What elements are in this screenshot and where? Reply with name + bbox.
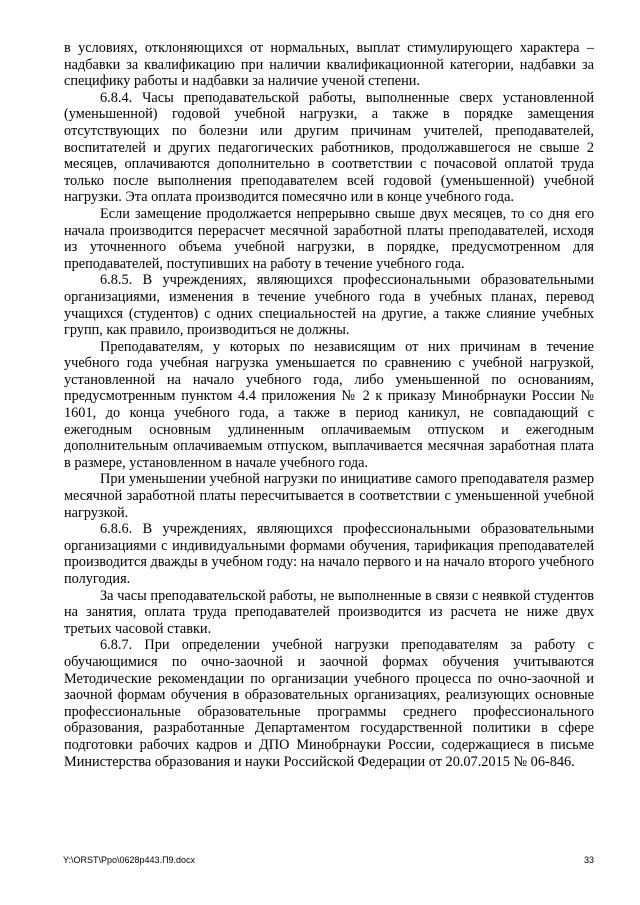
paragraph: Преподавателям, у которых по независящим от них причинам в течение учебного года учебная нагрузка уменьшается по сравнению с учебной нагрузкой, установленной на начало учебного года, либо уменьшенной по основаниям, предусмотренным пунктом 4.4 приложения № 2 к приказу Минобрнауки России № 1601, до конца учебного года, а также в период каникул, не совпадающий с ежегодным основным удлиненным оплачиваемым отпуском и ежегодным дополнительным оплачиваемым отпуском, выплачивается месячная заработная плата в размере, установленном в начале учебного года.	[64, 338, 594, 471]
paragraph: При уменьшении учебной нагрузки по инициативе самого преподавателя размер месячной заработной платы пересчитывается в соответствии с уменьшенной учебной нагрузкой.	[64, 471, 594, 521]
paragraph: в условиях, отклоняющихся от нормальных, выплат стимулирующего характера – надбавки за квалификацию при наличии квалификационной категории, надбавки за специфику работы и надбавки за наличие ученой степени.	[64, 40, 594, 90]
paragraph: 6.8.7. При определении учебной нагрузки преподавателям за работу с обучающимися по очно-заочной и заочной формах обучения учитываются Методические рекомендации по организации учебного процесса по очно-заочной и заочной формам обучения в образовательных организациях, реализующих основные профессиональные образовательные программы среднего профессионального образования, разработанные Департаментом государственной политики в сфере подготовки рабочих кадров и ДПО Минобрнауки России, содержащиеся в письме Министерства образования и науки Российской Федерации от 20.07.2015 № 06-846.	[64, 637, 594, 770]
paragraph: 6.8.4. Часы преподавательской работы, выполненные сверх установленной (уменьшенной) годовой учебной нагрузки, а также в порядке замещения отсутствующих по болезни или другим причинам учителей, преподавателей, воспитателей и других педагогических работников, продолжавшегося не свыше 2 месяцев, оплачиваются дополнительно в соответствии с почасовой оплатой труда только после выполнения преподавателем всей годовой (уменьшенной) учебной нагрузки. Эта оплата производится помесячно или в конце учебного года.	[64, 89, 594, 206]
footer-file-path: Y:\ORST\Ppo\0628p443.П9.docx	[63, 855, 196, 865]
document-body	[64, 40, 594, 770]
paragraph: 6.8.6. В учреждениях, являющихся профессиональными образовательными организациями с индивидуальными формами обучения, тарификация преподавателей производится дважды в учебном году: на начало первого и на начало второго учебного полугодия.	[64, 521, 594, 587]
page-number: 33	[583, 855, 594, 865]
paragraph: За часы преподавательской работы, не выполненные в связи с неявкой студентов на занятия, оплата труда преподавателей производится из расчета не ниже двух третьих часовой ставки.	[64, 587, 594, 637]
paragraph: Если замещение продолжается непрерывно свыше двух месяцев, то со дня его начала производится перерасчет месячной заработной платы преподавателей, исходя из уточненного объема учебной нагрузки, в порядке, предусмотренном для преподавателей, поступивших на работу в течение учебного года.	[64, 205, 594, 272]
paragraph: 6.8.5. В учреждениях, являющихся профессиональными образовательными организациями, изменения в течение учебного года в учебных планах, перевод учащихся (студентов) с одних специальностей на другие, а также слияние учебных групп, как правило, производиться не должны.	[64, 272, 594, 339]
